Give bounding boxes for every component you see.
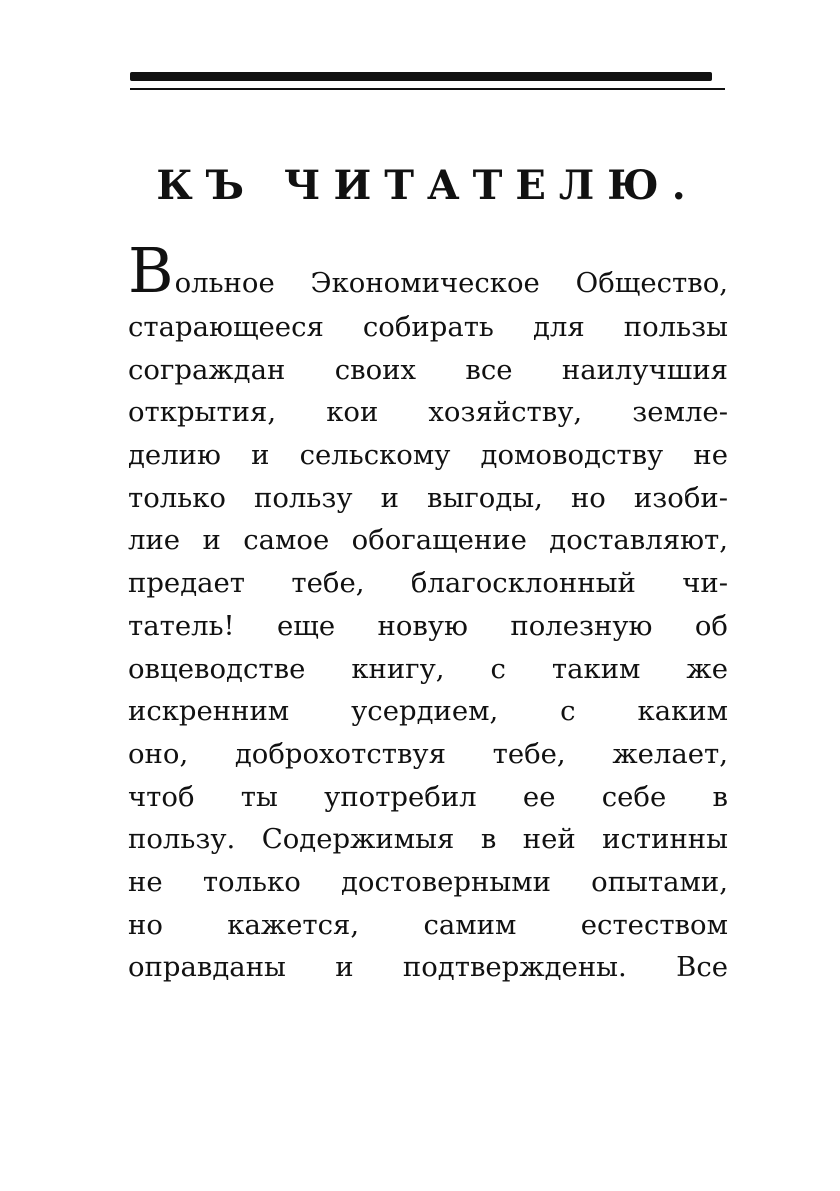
text-line-8: предает тебе, благосклонный чи- bbox=[128, 567, 728, 600]
header-rule-thin bbox=[130, 88, 725, 90]
text-line-4: открытия, кои хозяйству, земле- bbox=[128, 396, 728, 429]
body-paragraph bbox=[128, 234, 728, 989]
text-line-12: оно, доброхотствуя тебе, желает, bbox=[128, 737, 728, 770]
text-line-10: овцеводстве книгу, с таким же bbox=[128, 652, 728, 685]
text-line-1 bbox=[128, 234, 728, 307]
text-line-11: искренним усердием, с каким bbox=[128, 695, 728, 728]
text-line-17: оправданы и подтверждены. Все bbox=[128, 951, 728, 984]
text-line-9: татель! еще новую полезную об bbox=[128, 609, 728, 642]
text-line-5: делию и сельскому домоводству не bbox=[128, 439, 728, 472]
text-line-16: но кажется, самим естеством bbox=[128, 908, 728, 941]
text-line-14: пользу. Содержимыя в ней истинны bbox=[128, 823, 728, 856]
text-line-3: сограждан своих все наилучшия bbox=[128, 353, 728, 386]
text-line-13: чтоб ты употребил ее себе в bbox=[128, 780, 728, 813]
drop-cap: В bbox=[128, 234, 174, 307]
header-rule-thick bbox=[130, 72, 712, 81]
text-line-1-rest: ольное Экономическое Общество, bbox=[174, 267, 728, 299]
text-line-7: лие и самое обогащение доставляют, bbox=[128, 524, 728, 557]
text-line-2: старающееся собирать для пользы bbox=[128, 311, 728, 343]
text-line-6: только пользу и выгоды, но изоби- bbox=[128, 481, 728, 514]
text-line-15: не только достоверными опытами, bbox=[128, 865, 728, 898]
page-heading: КЪ ЧИТАТЕЛЮ. bbox=[156, 162, 699, 209]
